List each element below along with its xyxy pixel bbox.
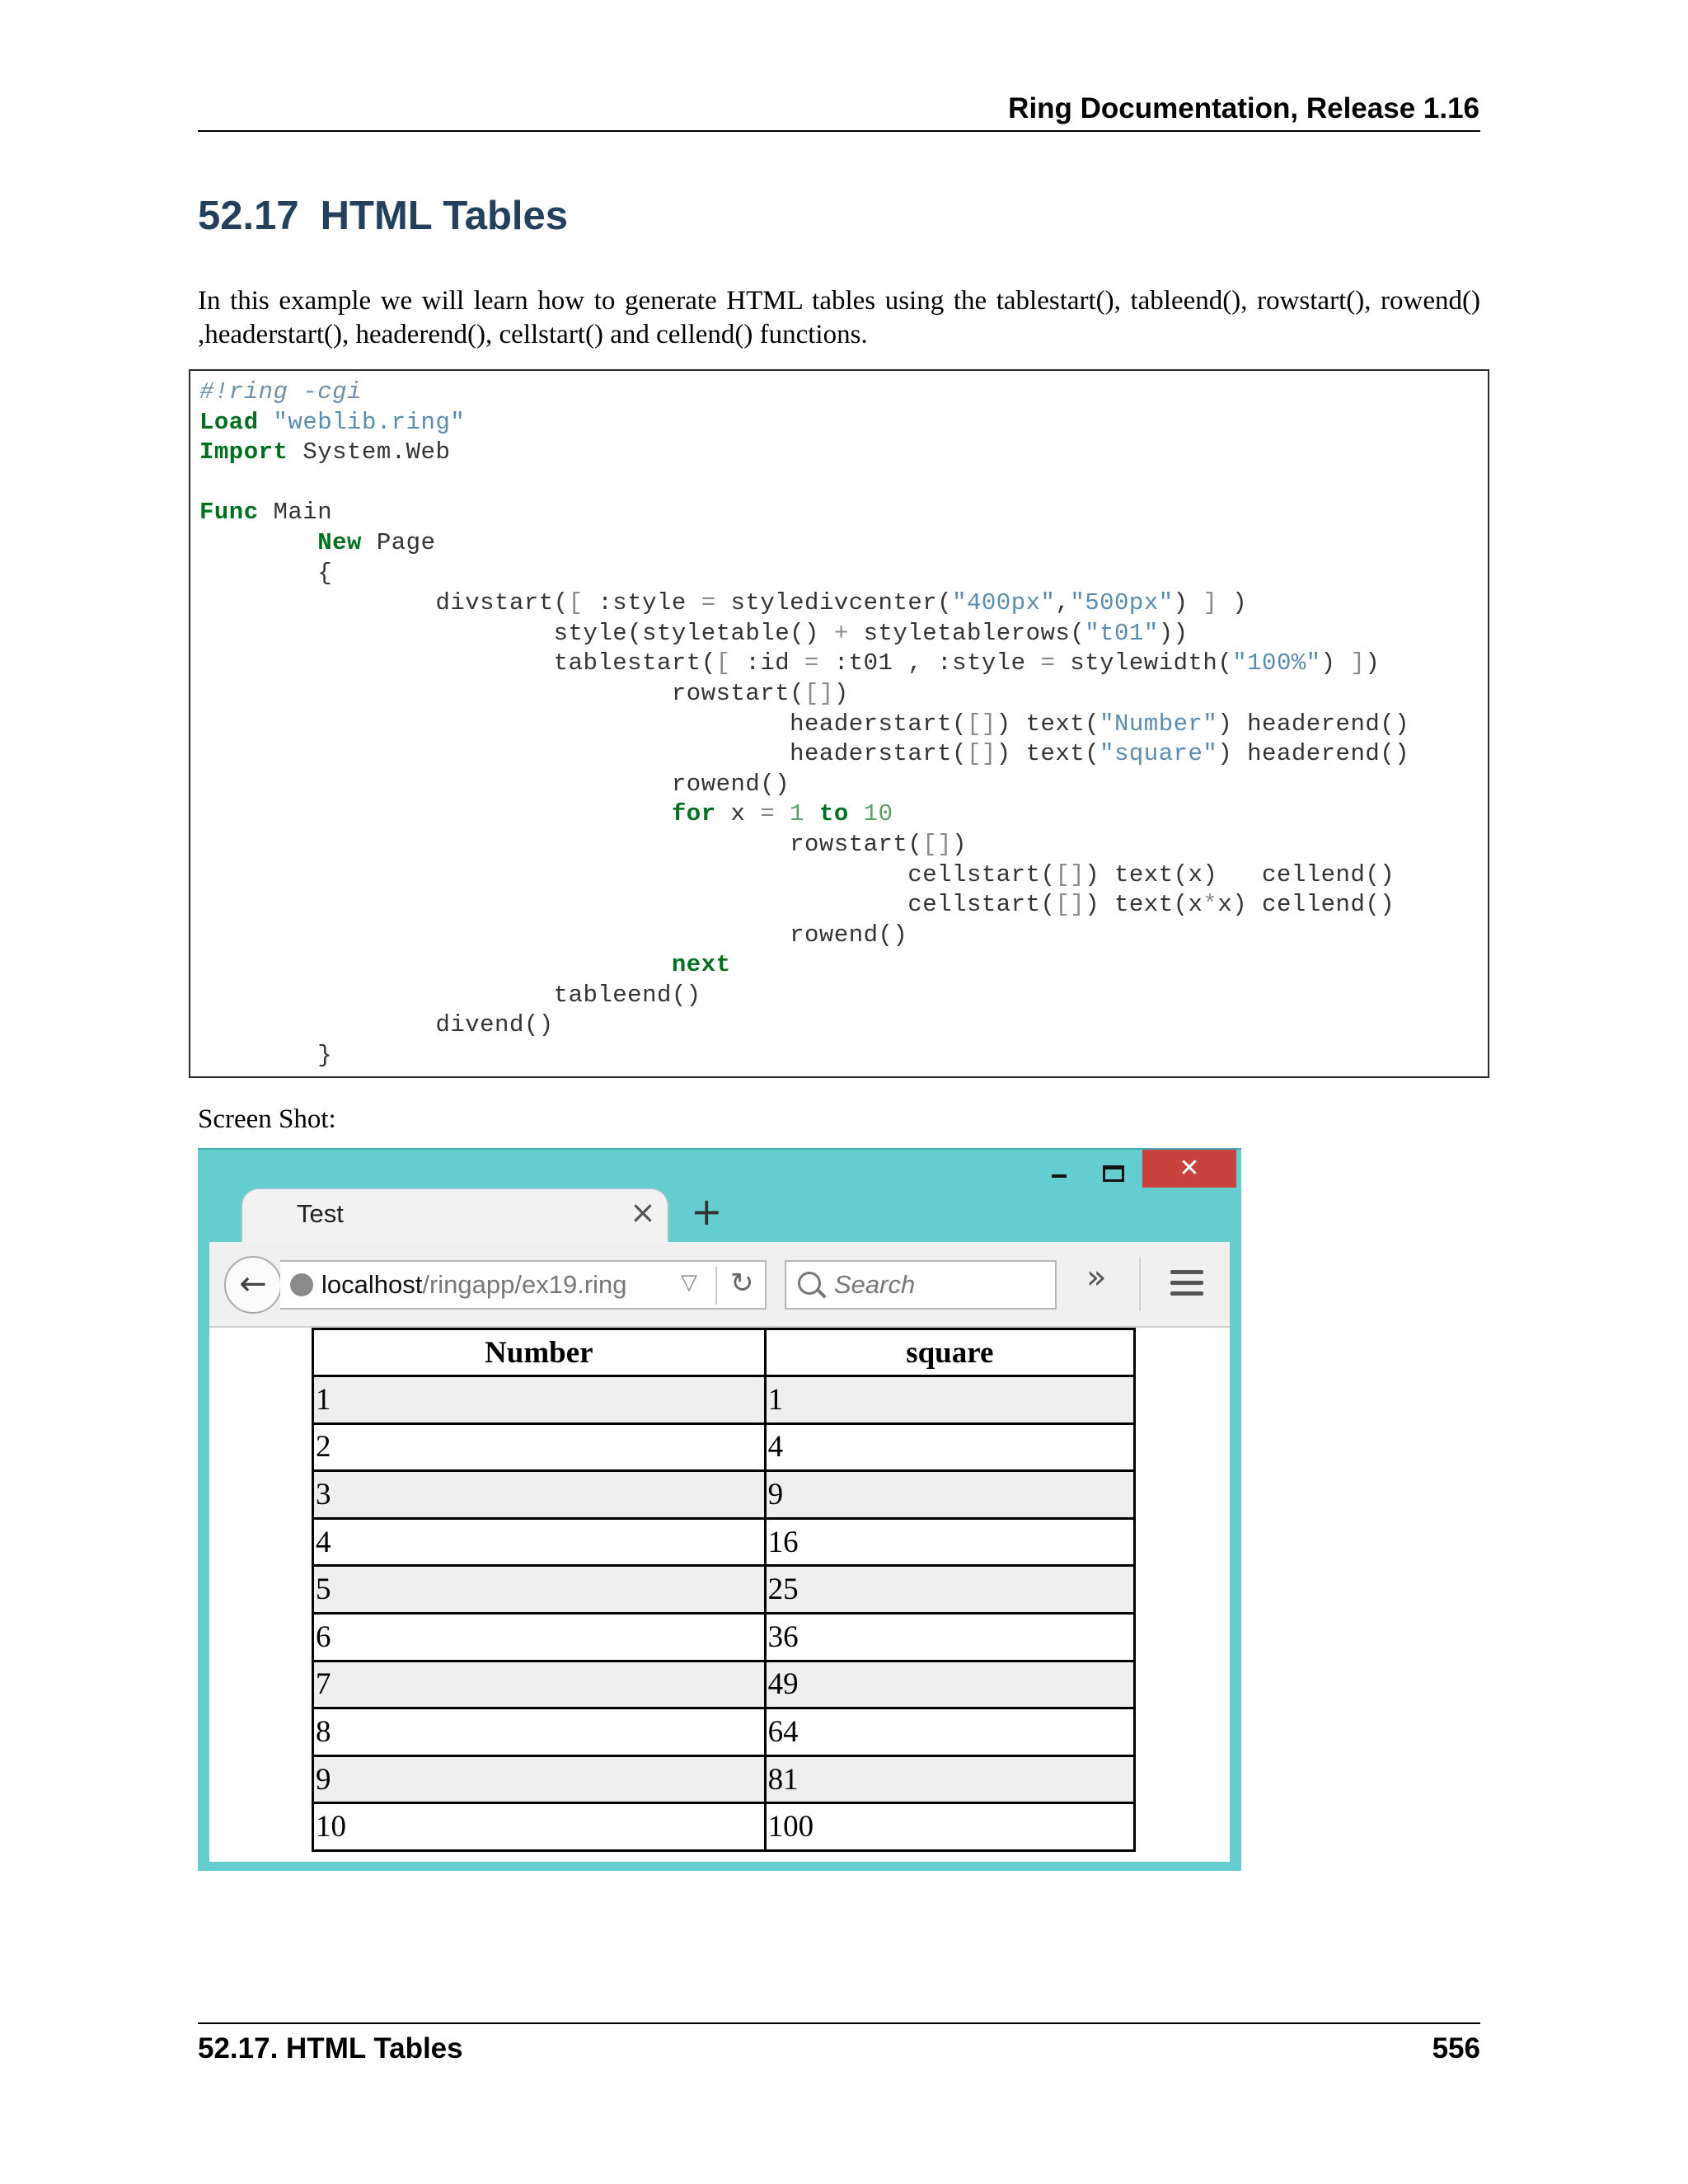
section-number: 52.17 xyxy=(198,194,299,238)
footer-section: 52.17. HTML Tables xyxy=(198,2032,463,2064)
table-cell: 5 xyxy=(313,1566,766,1614)
code-block xyxy=(189,369,1489,1078)
table-cell: 36 xyxy=(765,1613,1134,1661)
table-cell: 16 xyxy=(765,1518,1134,1566)
table-cell: 9 xyxy=(765,1471,1134,1519)
reload-icon[interactable]: ↻ xyxy=(730,1267,754,1300)
table-cell: 6 xyxy=(313,1613,766,1661)
table-cell: 7 xyxy=(313,1661,766,1708)
table-cell: 3 xyxy=(313,1471,766,1519)
table-cell: 9 xyxy=(313,1755,766,1803)
browser-tab[interactable] xyxy=(241,1188,669,1242)
toolbar-separator xyxy=(1139,1257,1141,1311)
table-row xyxy=(313,1471,1135,1519)
result-table xyxy=(312,1328,1136,1852)
browser-window xyxy=(198,1148,1241,1871)
section-title-text: HTML Tables xyxy=(320,194,569,238)
close-icon[interactable]: ✕ xyxy=(1142,1150,1236,1188)
table-cell: 4 xyxy=(313,1518,766,1566)
table-cell: 2 xyxy=(313,1423,766,1471)
table-cell: 81 xyxy=(765,1755,1134,1803)
url-host: localhost xyxy=(321,1270,423,1299)
table-cell: 64 xyxy=(765,1708,1134,1756)
url-separator xyxy=(715,1267,717,1305)
browser-viewport xyxy=(209,1328,1230,1862)
table-header-row xyxy=(313,1329,1135,1376)
table-row xyxy=(313,1708,1135,1756)
url-path: /ringapp/ex19.ring xyxy=(422,1270,627,1299)
search-input[interactable] xyxy=(785,1260,1057,1310)
screenshot-label: Screen Shot: xyxy=(198,1104,336,1134)
table-cell: 25 xyxy=(765,1566,1134,1614)
search-placeholder: Search xyxy=(834,1270,916,1299)
table-cell: 8 xyxy=(313,1708,766,1756)
table-row xyxy=(313,1613,1135,1661)
header-rule xyxy=(198,130,1480,132)
table-cell: 4 xyxy=(765,1423,1134,1471)
url-bar[interactable] xyxy=(280,1260,767,1310)
new-tab-plus-icon[interactable]: + xyxy=(691,1189,723,1234)
hamburger-menu-icon[interactable] xyxy=(1170,1270,1203,1296)
table-header-number: Number xyxy=(313,1329,766,1376)
table-row xyxy=(313,1423,1135,1471)
tab-title: Test xyxy=(297,1199,344,1228)
table-row xyxy=(313,1803,1135,1851)
section-title xyxy=(198,191,568,241)
overflow-chevron-icon[interactable]: » xyxy=(1086,1258,1107,1296)
table-row xyxy=(313,1755,1135,1803)
table-cell: 1 xyxy=(313,1376,766,1424)
search-icon xyxy=(798,1272,821,1295)
footer-rule xyxy=(198,2022,1480,2024)
table-cell: 1 xyxy=(765,1376,1134,1424)
globe-icon xyxy=(290,1273,313,1296)
table-cell: 100 xyxy=(765,1803,1134,1851)
page-number: 556 xyxy=(1432,2032,1480,2064)
minimize-icon[interactable] xyxy=(1052,1174,1070,1179)
table-row xyxy=(313,1566,1135,1614)
intro-paragraph: In this example we will learn how to generate HTML tables using the tablestart(), tableend(), rowstart(), rowend() ,headerstart(), headerend(), cellstart() and cellend() functions. xyxy=(198,286,1480,349)
table-row xyxy=(313,1376,1135,1424)
browser-toolbar xyxy=(209,1242,1230,1328)
table-cell: 10 xyxy=(313,1803,766,1851)
dropdown-arrow-icon[interactable]: ▽ xyxy=(681,1270,697,1295)
table-header-square: square xyxy=(765,1329,1134,1376)
maximize-icon[interactable] xyxy=(1103,1165,1124,1182)
table-row xyxy=(313,1518,1135,1566)
running-header: Ring Documentation, Release 1.16 xyxy=(1008,92,1479,124)
table-cell: 49 xyxy=(765,1661,1134,1708)
back-arrow-icon[interactable]: ← xyxy=(224,1256,282,1314)
table-row xyxy=(313,1661,1135,1708)
tab-close-icon[interactable]: × xyxy=(630,1194,656,1230)
url-text xyxy=(321,1270,627,1300)
code-listing: #!ring -cgi Load "weblib.ring" Import System.Web Func Main New Page { divstart([ :style = styledivcenter("400px","500px") ] ) style(styletable() + styletablerows("t01")) tablestart([ :id = :t01 , :style = stylewidth("100%") ]) rowstart([]) headerstart([]) text("Number") headerend() headerstart([]) text("square") headerend() rowend() for x = 1 to 10 rowstart([]) cellstart([]) text(x) cellend() cellstart([]) text(x*x) cellend() rowend() next tableend() divend() } xyxy=(199,378,1410,1070)
